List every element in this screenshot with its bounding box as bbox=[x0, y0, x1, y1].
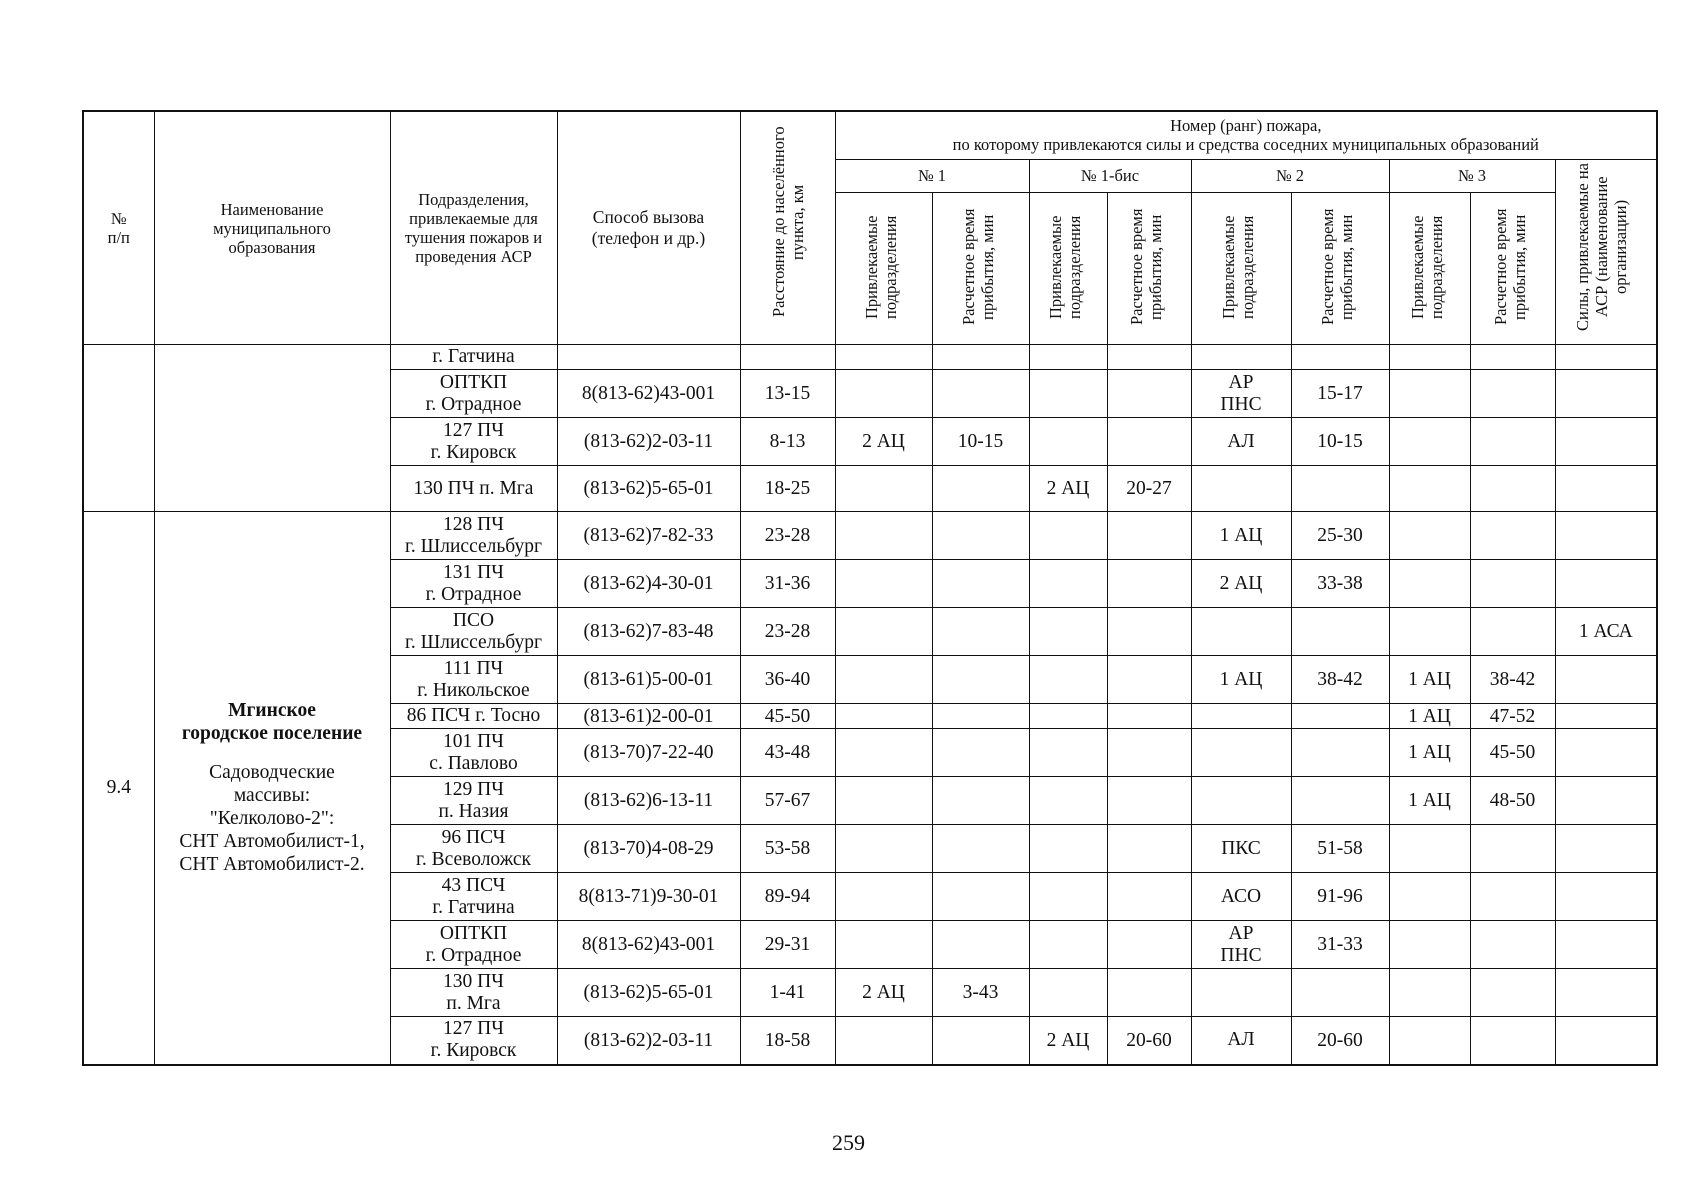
cell-rank1-units bbox=[835, 512, 932, 560]
header-r1-units: Привлекаемые подразделения bbox=[835, 193, 932, 345]
cell-rank3-time bbox=[1470, 608, 1555, 656]
cell-rank1bis-units bbox=[1029, 345, 1107, 370]
cell-rank2-units: 2 АЦ bbox=[1191, 560, 1291, 608]
header-rank-line1: Номер (ранг) пожара, bbox=[1170, 116, 1322, 136]
cell-phone: (813-62)2-03-11 bbox=[557, 1017, 740, 1065]
cell-rank2-units bbox=[1191, 777, 1291, 825]
cell-rank3-time bbox=[1470, 345, 1555, 370]
cell-rank1-units bbox=[835, 825, 932, 873]
cell-rank1-time bbox=[932, 656, 1029, 704]
cell-distance: 18-58 bbox=[740, 1017, 835, 1065]
cell-rank1-time bbox=[932, 777, 1029, 825]
cell-rank2-units bbox=[1191, 969, 1291, 1017]
cell-rank2-units: АР ПНС bbox=[1191, 921, 1291, 969]
cell-rank1bis-time: 20-27 bbox=[1107, 466, 1191, 512]
cell-num: 9.4 bbox=[83, 512, 154, 1065]
cell-rank1-units bbox=[835, 370, 932, 418]
cell-rank2-units: АР ПНС bbox=[1191, 370, 1291, 418]
cell-rank1-time bbox=[932, 560, 1029, 608]
cell-rank1bis-units bbox=[1029, 873, 1107, 921]
cell-rank3-time: 48-50 bbox=[1470, 777, 1555, 825]
cell-rank1-time bbox=[932, 345, 1029, 370]
cell-rank3-time: 45-50 bbox=[1470, 729, 1555, 777]
cell-rank1-time bbox=[932, 825, 1029, 873]
cell-rank1-units: 2 АЦ bbox=[835, 969, 932, 1017]
cell-rank1bis-units bbox=[1029, 704, 1107, 729]
cell-rank3-time bbox=[1470, 873, 1555, 921]
cell-municipality bbox=[154, 512, 390, 1065]
cell-rank2-time bbox=[1291, 729, 1389, 777]
header-rank-3: № 3 bbox=[1389, 159, 1555, 193]
municipality-desc-3: "Келколово-2": bbox=[209, 808, 335, 830]
header-distance: Расстояние до населённого пункта, км bbox=[740, 111, 835, 345]
cell-phone: (813-70)4-08-29 bbox=[557, 825, 740, 873]
cell-asr bbox=[1555, 825, 1657, 873]
cell-rank1-time bbox=[932, 370, 1029, 418]
cell-rank1-units bbox=[835, 560, 932, 608]
cell-rank1bis-time bbox=[1107, 729, 1191, 777]
cell-distance: 89-94 bbox=[740, 873, 835, 921]
cell-asr bbox=[1555, 512, 1657, 560]
cell-rank2-time bbox=[1291, 345, 1389, 370]
cell-rank3-time: 38-42 bbox=[1470, 656, 1555, 704]
cell-rank3-units: 1 АЦ bbox=[1389, 729, 1470, 777]
cell-rank3-units bbox=[1389, 466, 1470, 512]
municipality-desc-5: СНТ Автомобилист-2. bbox=[179, 854, 365, 876]
cell-phone: (813-62)7-82-33 bbox=[557, 512, 740, 560]
cell-rank1-units bbox=[835, 608, 932, 656]
cell-rank3-units bbox=[1389, 560, 1470, 608]
cell-rank2-time: 20-60 bbox=[1291, 1017, 1389, 1065]
header-rank-1: № 1 bbox=[835, 159, 1029, 193]
cell-rank3-time bbox=[1470, 370, 1555, 418]
cell-rank1bis-units bbox=[1029, 729, 1107, 777]
cell-rank1bis-units bbox=[1029, 969, 1107, 1017]
cell-rank1-units bbox=[835, 704, 932, 729]
header-asr: Силы, привлекаемые на АСР (наименование организации) bbox=[1555, 159, 1657, 345]
cell-distance: 45-50 bbox=[740, 704, 835, 729]
cell-rank1bis-time bbox=[1107, 704, 1191, 729]
cell-unit: ПСО г. Шлиссельбург bbox=[390, 608, 557, 656]
cell-num-empty bbox=[83, 345, 154, 512]
cell-unit: г. Гатчина bbox=[390, 345, 557, 370]
cell-rank3-units bbox=[1389, 345, 1470, 370]
cell-rank3-units bbox=[1389, 873, 1470, 921]
cell-distance: 29-31 bbox=[740, 921, 835, 969]
cell-rank3-time: 47-52 bbox=[1470, 704, 1555, 729]
cell-rank3-units: 1 АЦ bbox=[1389, 704, 1470, 729]
cell-rank1bis-units bbox=[1029, 777, 1107, 825]
cell-rank3-time bbox=[1470, 825, 1555, 873]
cell-rank1-time bbox=[932, 1017, 1029, 1065]
cell-rank2-time: 33-38 bbox=[1291, 560, 1389, 608]
cell-rank2-units: АСО bbox=[1191, 873, 1291, 921]
cell-municipality-empty bbox=[154, 345, 390, 512]
cell-distance: 43-48 bbox=[740, 729, 835, 777]
cell-rank1bis-units: 2 АЦ bbox=[1029, 466, 1107, 512]
cell-rank2-time: 25-30 bbox=[1291, 512, 1389, 560]
cell-rank1bis-units: 2 АЦ bbox=[1029, 1017, 1107, 1065]
cell-rank1bis-time: 20-60 bbox=[1107, 1017, 1191, 1065]
cell-rank1bis-units bbox=[1029, 921, 1107, 969]
cell-rank2-time: 38-42 bbox=[1291, 656, 1389, 704]
cell-unit: ОПТКП г. Отрадное bbox=[390, 370, 557, 418]
cell-unit: 128 ПЧ г. Шлиссельбург bbox=[390, 512, 557, 560]
cell-distance: 13-15 bbox=[740, 370, 835, 418]
cell-rank3-time bbox=[1470, 1017, 1555, 1065]
cell-rank1bis-units bbox=[1029, 512, 1107, 560]
cell-asr bbox=[1555, 656, 1657, 704]
cell-rank1bis-time bbox=[1107, 418, 1191, 466]
cell-phone: 8(813-62)43-001 bbox=[557, 921, 740, 969]
cell-rank1bis-time bbox=[1107, 777, 1191, 825]
cell-unit: 96 ПСЧ г. Всеволожск bbox=[390, 825, 557, 873]
cell-rank1-units: 2 АЦ bbox=[835, 418, 932, 466]
cell-rank2-time bbox=[1291, 969, 1389, 1017]
cell-rank1-time: 3-43 bbox=[932, 969, 1029, 1017]
header-units: Подразделения, привлекаемые для тушения пожаров и проведения АСР bbox=[390, 111, 557, 345]
table-body bbox=[83, 345, 1657, 1065]
cell-rank3-units bbox=[1389, 969, 1470, 1017]
cell-rank1-units bbox=[835, 777, 932, 825]
header-municipality: Наименование муниципального образования bbox=[154, 111, 390, 345]
cell-asr bbox=[1555, 370, 1657, 418]
cell-distance: 36-40 bbox=[740, 656, 835, 704]
cell-asr bbox=[1555, 777, 1657, 825]
cell-rank2-units: АЛ bbox=[1191, 418, 1291, 466]
cell-rank3-time bbox=[1470, 466, 1555, 512]
cell-asr bbox=[1555, 921, 1657, 969]
cell-rank2-units: 1 АЦ bbox=[1191, 656, 1291, 704]
cell-rank3-units: 1 АЦ bbox=[1389, 656, 1470, 704]
cell-distance: 53-58 bbox=[740, 825, 835, 873]
cell-distance: 23-28 bbox=[740, 608, 835, 656]
cell-rank1bis-time bbox=[1107, 512, 1191, 560]
cell-rank2-time: 51-58 bbox=[1291, 825, 1389, 873]
cell-phone: (813-62)5-65-01 bbox=[557, 466, 740, 512]
cell-rank2-time: 31-33 bbox=[1291, 921, 1389, 969]
cell-asr bbox=[1555, 969, 1657, 1017]
cell-rank1bis-units bbox=[1029, 560, 1107, 608]
header-rank-line2: по которому привлекаются силы и средства соседних муниципальных образований bbox=[952, 135, 1539, 155]
cell-rank3-time bbox=[1470, 921, 1555, 969]
cell-phone: (813-61)5-00-01 bbox=[557, 656, 740, 704]
cell-distance: 31-36 bbox=[740, 560, 835, 608]
cell-rank1-time bbox=[932, 466, 1029, 512]
cell-rank3-units bbox=[1389, 370, 1470, 418]
cell-rank1-time: 10-15 bbox=[932, 418, 1029, 466]
cell-rank1-units bbox=[835, 873, 932, 921]
cell-unit: 131 ПЧ г. Отрадное bbox=[390, 560, 557, 608]
cell-rank2-units bbox=[1191, 608, 1291, 656]
cell-rank1-units bbox=[835, 729, 932, 777]
header-call-method: Способ вызова (телефон и др.) bbox=[557, 111, 740, 345]
cell-rank3-time bbox=[1470, 560, 1555, 608]
cell-unit: 129 ПЧ п. Назия bbox=[390, 777, 557, 825]
cell-rank2-units bbox=[1191, 729, 1291, 777]
cell-rank3-units bbox=[1389, 608, 1470, 656]
cell-unit: 86 ПСЧ г. Тосно bbox=[390, 704, 557, 729]
header-r3-time: Расчетное время прибытия, мин bbox=[1470, 193, 1555, 345]
cell-phone: (813-61)2-00-01 bbox=[557, 704, 740, 729]
cell-phone bbox=[557, 345, 740, 370]
header-r1-time: Расчетное время прибытия, мин bbox=[932, 193, 1029, 345]
cell-unit: 127 ПЧ г. Кировск bbox=[390, 418, 557, 466]
municipality-desc-4: СНТ Автомобилист-1, bbox=[179, 831, 365, 853]
cell-rank1bis-time bbox=[1107, 560, 1191, 608]
cell-rank1-time bbox=[932, 729, 1029, 777]
cell-unit: 127 ПЧ г. Кировск bbox=[390, 1017, 557, 1065]
cell-asr bbox=[1555, 345, 1657, 370]
cell-phone: (813-62)6-13-11 bbox=[557, 777, 740, 825]
cell-rank1-time bbox=[932, 704, 1029, 729]
cell-rank3-time bbox=[1470, 969, 1555, 1017]
cell-asr: 1 АСА bbox=[1555, 608, 1657, 656]
cell-rank2-time bbox=[1291, 466, 1389, 512]
cell-unit: 130 ПЧ п. Мга bbox=[390, 969, 557, 1017]
cell-distance: 1-41 bbox=[740, 969, 835, 1017]
cell-rank1bis-time bbox=[1107, 345, 1191, 370]
municipality-name-line2: городское поселение bbox=[181, 723, 363, 745]
cell-rank3-units bbox=[1389, 418, 1470, 466]
cell-rank1bis-time bbox=[1107, 825, 1191, 873]
cell-rank1bis-units bbox=[1029, 418, 1107, 466]
cell-rank1bis-units bbox=[1029, 370, 1107, 418]
cell-rank2-units bbox=[1191, 345, 1291, 370]
municipality-desc-1: Садоводческие bbox=[209, 762, 335, 784]
cell-unit: 43 ПСЧ г. Гатчина bbox=[390, 873, 557, 921]
cell-rank2-units: ПКС bbox=[1191, 825, 1291, 873]
cell-rank1bis-units bbox=[1029, 825, 1107, 873]
cell-distance: 18-25 bbox=[740, 466, 835, 512]
fire-forces-table bbox=[82, 110, 1658, 1066]
cell-rank2-time: 15-17 bbox=[1291, 370, 1389, 418]
cell-rank1bis-time bbox=[1107, 921, 1191, 969]
cell-asr bbox=[1555, 1017, 1657, 1065]
cell-rank2-time bbox=[1291, 608, 1389, 656]
cell-rank1bis-time bbox=[1107, 608, 1191, 656]
header-r2-units: Привлекаемые подразделения bbox=[1191, 193, 1291, 345]
cell-asr bbox=[1555, 873, 1657, 921]
cell-rank1-units bbox=[835, 345, 932, 370]
cell-rank1bis-time bbox=[1107, 370, 1191, 418]
cell-rank2-time bbox=[1291, 777, 1389, 825]
cell-asr bbox=[1555, 560, 1657, 608]
cell-rank1-time bbox=[932, 512, 1029, 560]
cell-unit: 111 ПЧ г. Никольское bbox=[390, 656, 557, 704]
cell-distance bbox=[740, 345, 835, 370]
cell-rank2-units: АЛ bbox=[1191, 1017, 1291, 1065]
cell-rank1-units bbox=[835, 656, 932, 704]
header-r3-units: Привлекаемые подразделения bbox=[1389, 193, 1470, 345]
header-r1bis-units: Привлекаемые подразделения bbox=[1029, 193, 1107, 345]
cell-rank3-units bbox=[1389, 921, 1470, 969]
cell-rank1-units bbox=[835, 466, 932, 512]
page-number: 259 bbox=[832, 1130, 865, 1155]
table-header bbox=[83, 111, 1657, 345]
header-r2-time: Расчетное время прибытия, мин bbox=[1291, 193, 1389, 345]
cell-rank2-units: 1 АЦ bbox=[1191, 512, 1291, 560]
cell-asr bbox=[1555, 466, 1657, 512]
cell-rank2-time bbox=[1291, 704, 1389, 729]
cell-phone: 8(813-71)9-30-01 bbox=[557, 873, 740, 921]
cell-rank3-units bbox=[1389, 1017, 1470, 1065]
cell-phone: (813-62)2-03-11 bbox=[557, 418, 740, 466]
table-row bbox=[83, 512, 1657, 560]
cell-rank1bis-time bbox=[1107, 969, 1191, 1017]
cell-rank1-time bbox=[932, 921, 1029, 969]
cell-rank1-time bbox=[932, 608, 1029, 656]
municipality-desc-2: массивы: bbox=[233, 785, 311, 807]
cell-rank1-units bbox=[835, 1017, 932, 1065]
cell-rank1-units bbox=[835, 921, 932, 969]
cell-rank2-time: 10-15 bbox=[1291, 418, 1389, 466]
cell-rank3-units bbox=[1389, 825, 1470, 873]
cell-phone: (813-62)5-65-01 bbox=[557, 969, 740, 1017]
cell-rank2-units bbox=[1191, 704, 1291, 729]
cell-rank3-time bbox=[1470, 418, 1555, 466]
cell-distance: 57-67 bbox=[740, 777, 835, 825]
municipality-name-line1: Мгинское bbox=[228, 700, 316, 722]
cell-unit: ОПТКП г. Отрадное bbox=[390, 921, 557, 969]
cell-rank1bis-time bbox=[1107, 656, 1191, 704]
cell-rank3-units: 1 АЦ bbox=[1389, 777, 1470, 825]
cell-unit: 130 ПЧ п. Мга bbox=[390, 466, 557, 512]
header-num: № п/п bbox=[83, 111, 154, 345]
cell-rank1bis-units bbox=[1029, 608, 1107, 656]
cell-distance: 8-13 bbox=[740, 418, 835, 466]
header-r1bis-time: Расчетное время прибытия, мин bbox=[1107, 193, 1191, 345]
cell-rank2-units bbox=[1191, 466, 1291, 512]
header-rank-2: № 2 bbox=[1191, 159, 1389, 193]
cell-unit: 101 ПЧ с. Павлово bbox=[390, 729, 557, 777]
table-row bbox=[83, 345, 1657, 370]
cell-rank2-time: 91-96 bbox=[1291, 873, 1389, 921]
cell-rank3-units bbox=[1389, 512, 1470, 560]
cell-rank1bis-units bbox=[1029, 656, 1107, 704]
cell-asr bbox=[1555, 729, 1657, 777]
cell-distance: 23-28 bbox=[740, 512, 835, 560]
header-rank bbox=[835, 111, 1657, 159]
cell-phone: (813-62)7-83-48 bbox=[557, 608, 740, 656]
cell-phone: (813-70)7-22-40 bbox=[557, 729, 740, 777]
cell-phone: 8(813-62)43-001 bbox=[557, 370, 740, 418]
cell-rank3-time bbox=[1470, 512, 1555, 560]
cell-asr bbox=[1555, 418, 1657, 466]
cell-rank1-time bbox=[932, 873, 1029, 921]
cell-rank1bis-time bbox=[1107, 873, 1191, 921]
header-rank-1bis: № 1-бис bbox=[1029, 159, 1191, 193]
cell-phone: (813-62)4-30-01 bbox=[557, 560, 740, 608]
cell-asr bbox=[1555, 704, 1657, 729]
